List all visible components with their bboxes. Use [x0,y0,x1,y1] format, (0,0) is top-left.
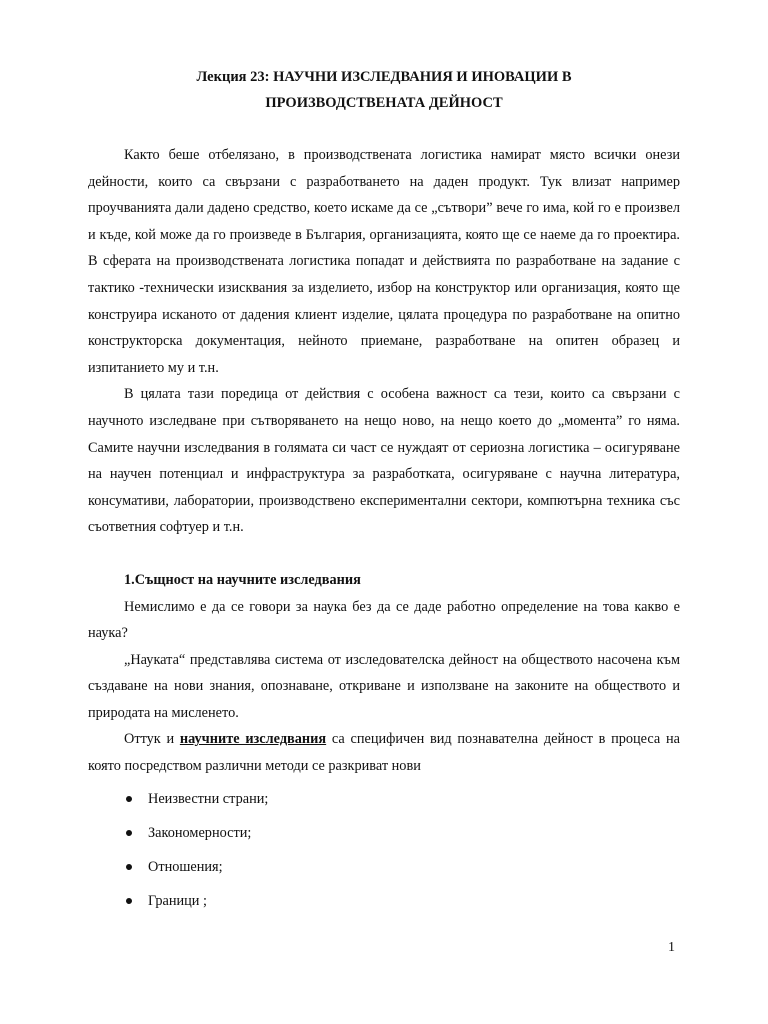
bullet-icon [126,864,132,870]
paragraph-1: Както беше отбелязано, в производствената логистика намират място всички онези дейности, които са свързани с разработването на даден продукт. Тук влизат например проучванията дали дадено средство, което искаме да се „сътвори” вече го има, кой го е произвел и къде, кой може да го произведе в България, организацията, която ще се наеме да го проектира. В сферата на производствената логистика попадат и действията по разработване на задание с тактико -технически изисквания за изделието, избор на конструктор или организация, която ще конструира исканото от дадения клиент изделие, цялата процедура по разработване на опитно конструкторска документация, нейното приемане, разработване на опитен образец и изпитанието му и т.н. [88,147,680,376]
document-body [88,142,680,922]
list-item [88,888,680,922]
list-item-label: Неизвестни страни; [148,790,269,807]
section-heading: 1.Същност на научните изследвания [124,571,361,588]
bullet-icon [126,830,132,836]
list-item-label: Граници ; [148,892,208,909]
list-item-label: Отношения; [148,858,223,875]
title-line-2: ПРОИЗВОДСТВЕНАТА ДЕЙНОСТ [265,95,503,111]
paragraph-4: „Науката“ представлява система от изследователска дейност на обществото насочена към създаване на нови знания, опознаване, откриване и използване на законите на обществото и природата на мисленето. [88,651,680,721]
bullet-icon [126,898,132,904]
paragraph-3: Немислимо е да се говори за наука без да се даде работно определение на това какво е наука? [88,598,680,642]
paragraph-5-start: Оттук и [124,731,180,748]
bullet-list [88,786,680,922]
list-item [88,820,680,854]
emphasized-term: научните изследвания [179,731,327,748]
paragraph-5-end: са специфичен вид познавателна дейност в процеса на която посредством различни методи се разкриват нови [88,731,680,775]
list-item [88,854,680,888]
list-item-label: Закономерности; [148,824,252,841]
paragraph-5 [88,726,680,779]
page-number: 1 [668,940,675,955]
bullet-icon [126,796,132,802]
title-line-1: Лекция 23: НАУЧНИ ИЗСЛЕДВАНИЯ И ИНОВАЦИИ В [196,69,572,85]
paragraph-2: В цялата тази поредица от действия с особена важност са тези, които са свързани с научното изследване при сътворяването на нещо ново, на нещо което до „момента” го няма. Самите научни изследвания в голямата си част се нуждаят от сериозна логистика – осигуряване на научен потенциал и инфраструктура за разработката, осигуряване с научна литература, консумативи, лаборатории, производствено експериментални сектори, компютърна техника със съответния софтуер и т.н. [88,386,680,536]
spacer [88,541,680,567]
page-title [88,64,680,116]
list-item [88,786,680,820]
